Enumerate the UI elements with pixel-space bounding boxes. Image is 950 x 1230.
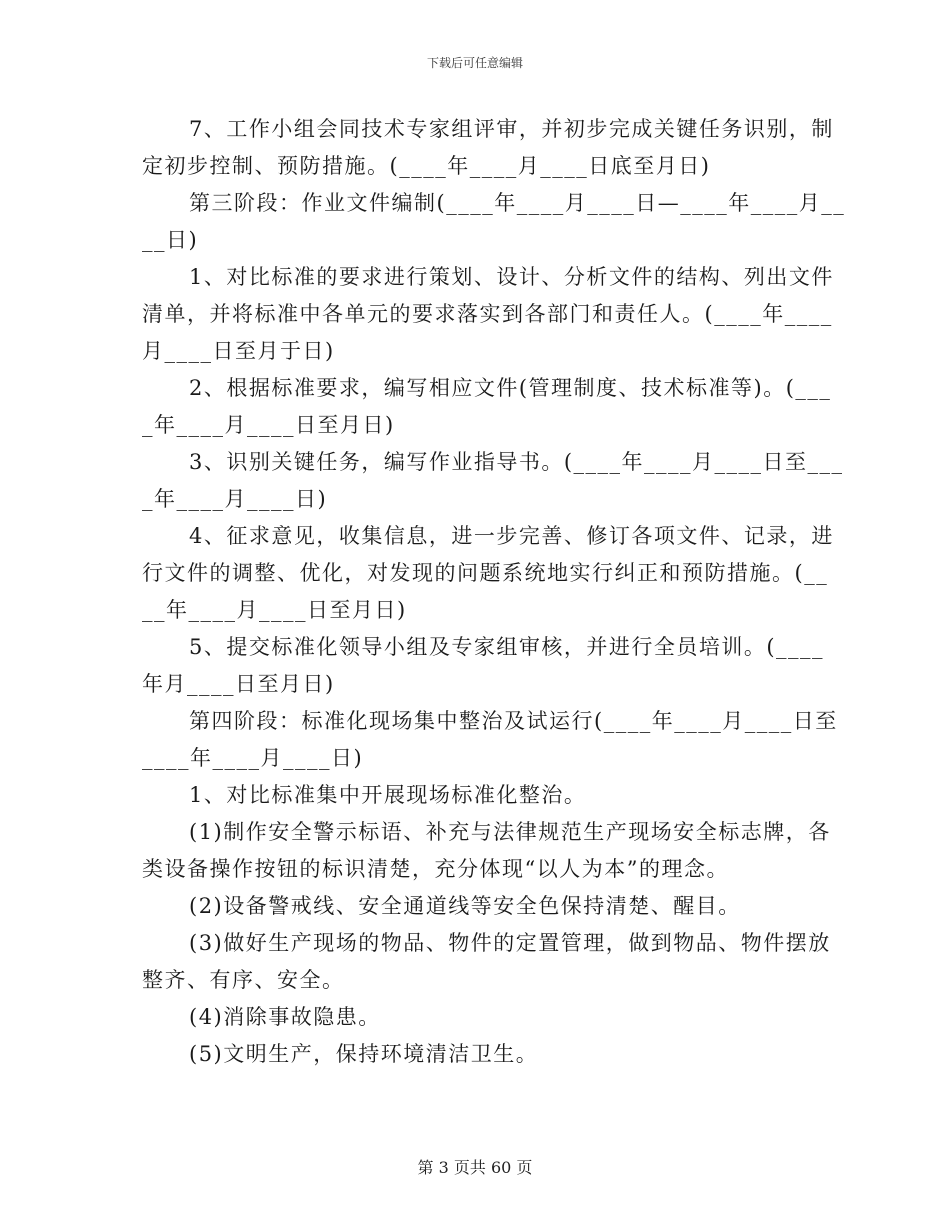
page-footer-number: 第 3 页共 60 页 xyxy=(417,1158,533,1177)
text-line: (3)做好生产现场的物品、物件的定置管理，做到物品、物件摆放 xyxy=(189,931,831,955)
text-line: 月____日至月于日) xyxy=(142,339,335,363)
text-line: 4、征求意见，收集信息，进一步完善、修订各项文件、记录，进 xyxy=(189,524,834,548)
text-line: 行文件的调整、优化，对发现的问题系统地实行纠正和预防措施。(__ xyxy=(142,561,829,585)
text-line: 类设备操作按钮的标识清楚，充分体现“以人为本”的理念。 xyxy=(142,857,729,881)
text-line: 5、提交标准化领导小组及专家组审核，并进行全员培训。(____ xyxy=(189,635,825,659)
text-line: 2、根据标准要求，编写相应文件(管理制度、技术标准等)。(___ xyxy=(189,376,832,400)
text-line: 整齐、有序、安全。 xyxy=(142,968,345,992)
text-line: 清单，并将标准中各单元的要求落实到各部门和责任人。(____年____ xyxy=(142,302,833,326)
text-line: ____年____月____日) xyxy=(142,746,364,770)
text-line: 第三阶段：作业文件编制(____年____月____日—____年____月__ xyxy=(189,191,846,215)
text-line: 1、对比标准的要求进行策划、设计、分析文件的结构、列出文件 xyxy=(189,265,834,289)
text-line: _年____月____日) xyxy=(142,487,328,511)
text-line: 年月____日至月日) xyxy=(142,672,335,696)
text-line: __日) xyxy=(142,228,199,252)
document-body xyxy=(142,111,846,1073)
text-line: 1、对比标准集中开展现场标准化整治。 xyxy=(189,783,587,807)
text-line: (5)文明生产，保持环境清洁卫生。 xyxy=(189,1042,539,1066)
text-line: __年____月____日至月日) xyxy=(142,598,407,622)
text-line: (1)制作安全警示标语、补充与法律规范生产现场安全标志牌，各 xyxy=(189,820,831,844)
text-line: (4)消除事故隐患。 xyxy=(189,1005,381,1029)
text-line: _年____月____日至月日) xyxy=(142,413,395,437)
page-header-note: 下载后可任意编辑 xyxy=(426,56,523,70)
text-line: 3、识别关键任务，编写作业指导书。(____年____月____日至___ xyxy=(189,450,844,474)
text-line: (2)设备警戒线、安全通道线等安全色保持清楚、醒目。 xyxy=(189,894,741,918)
text-line: 第四阶段：标准化现场集中整治及试运行(____年____月____日至 xyxy=(189,709,838,733)
text-line: 7、工作小组会同技术专家组评审，并初步完成关键任务识别，制 xyxy=(189,117,834,141)
text-line: 定初步控制、预防措施。(____年____月____日底至月日) xyxy=(142,154,711,178)
